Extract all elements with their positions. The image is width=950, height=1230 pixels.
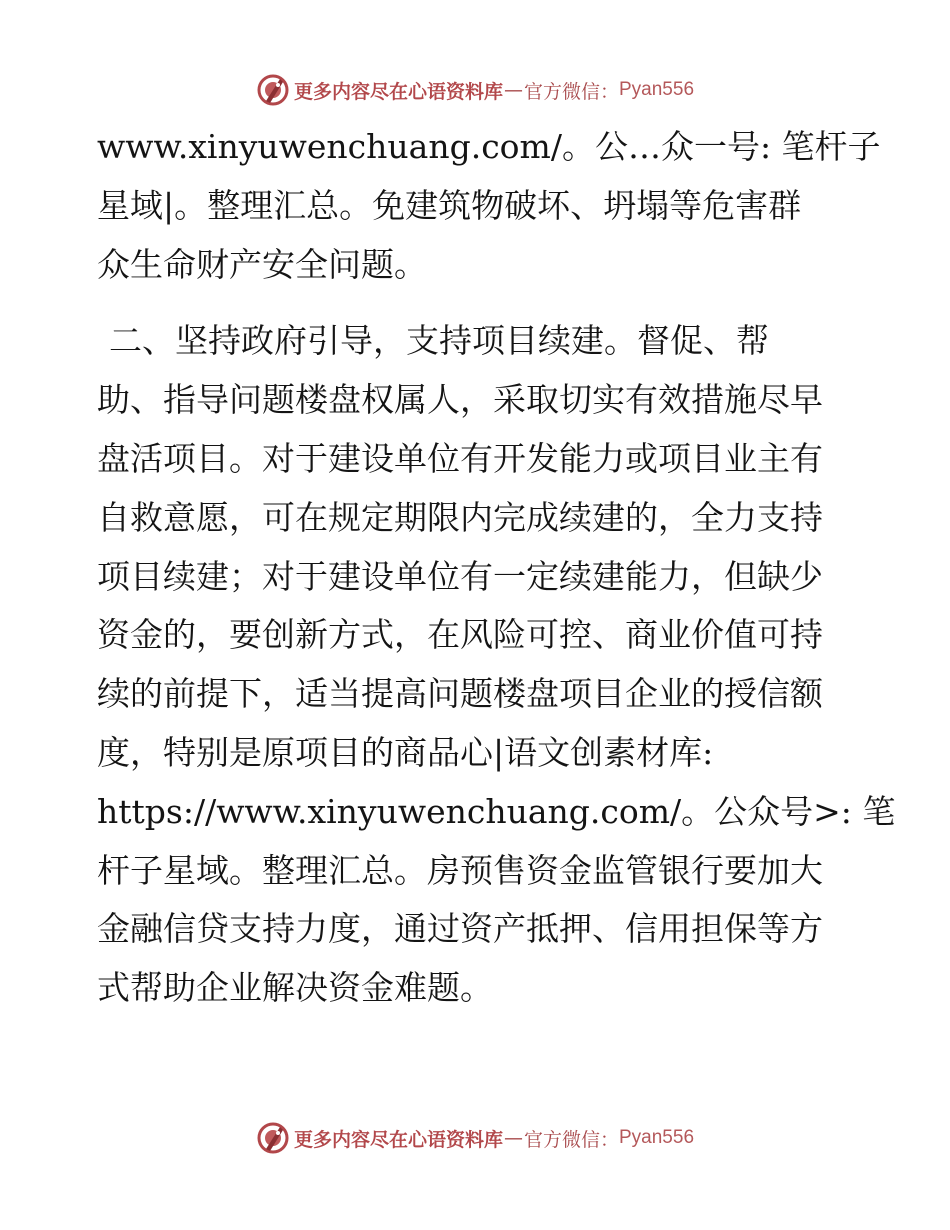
text-line: 盘活项目。对于建设单位有开发能力或项目业主有: [97, 438, 823, 478]
brand-logo-icon: [256, 1121, 290, 1155]
paragraph-1: [97, 118, 881, 294]
banner-separator: —: [503, 1127, 523, 1149]
text-line: 众生命财产安全问题。: [97, 244, 427, 284]
text-line: 度，特别是原项目的商品心|语文创素材库:: [97, 732, 714, 772]
paragraph-gap: [97, 294, 857, 312]
banner-wechat-id: Pyan556: [619, 79, 695, 100]
brand-logo-icon: [256, 73, 290, 107]
footer-banner: [0, 1118, 950, 1158]
text-line: 助、指导问题楼盘权属人，采取切实有效措施尽早: [97, 380, 823, 420]
text-line: www.xinyuwenchuang.com/。公…众一号: 笔杆子: [97, 127, 881, 166]
text-line: 项目续建；对于建设单位有一定续建能力，但缺少: [97, 556, 823, 596]
text-line: 二、坚持政府引导，支持项目续建。督促、帮: [109, 321, 769, 361]
paragraph-2: [97, 312, 896, 1018]
banner-suffix: 官方微信：: [523, 80, 619, 103]
text-line: 杆子星域。整理汇总。房预售资金监管银行要加大: [97, 850, 823, 890]
banner-main-text: 更多内容尽在心语资料库: [293, 1128, 503, 1151]
text-line: 续的前提下，适当提高问题楼盘项目企业的授信额: [97, 674, 823, 714]
banner-wechat-id: Pyan556: [619, 1127, 695, 1148]
text-line: 资金的，要创新方式，在风险可控、商业价值可持: [97, 615, 823, 655]
text-line: 自救意愿，可在规定期限内完成续建的，全力支持: [97, 497, 823, 537]
banner-suffix: 官方微信：: [523, 1128, 619, 1151]
text-line: 金融信贷支持力度，通过资产抵押、信用担保等方: [97, 909, 823, 949]
document-body: [97, 118, 896, 1018]
banner-separator: —: [503, 79, 523, 101]
header-banner: [0, 70, 950, 110]
text-line: https://www.xinyuwenchuang.com/。公众号>: 笔: [97, 791, 896, 831]
text-line: 星域|。整理汇总。免建筑物破坏、坍塌等危害群: [97, 185, 802, 225]
text-line: 式帮助企业解决资金难题。: [97, 968, 493, 1008]
banner-main-text: 更多内容尽在心语资料库: [293, 80, 503, 103]
